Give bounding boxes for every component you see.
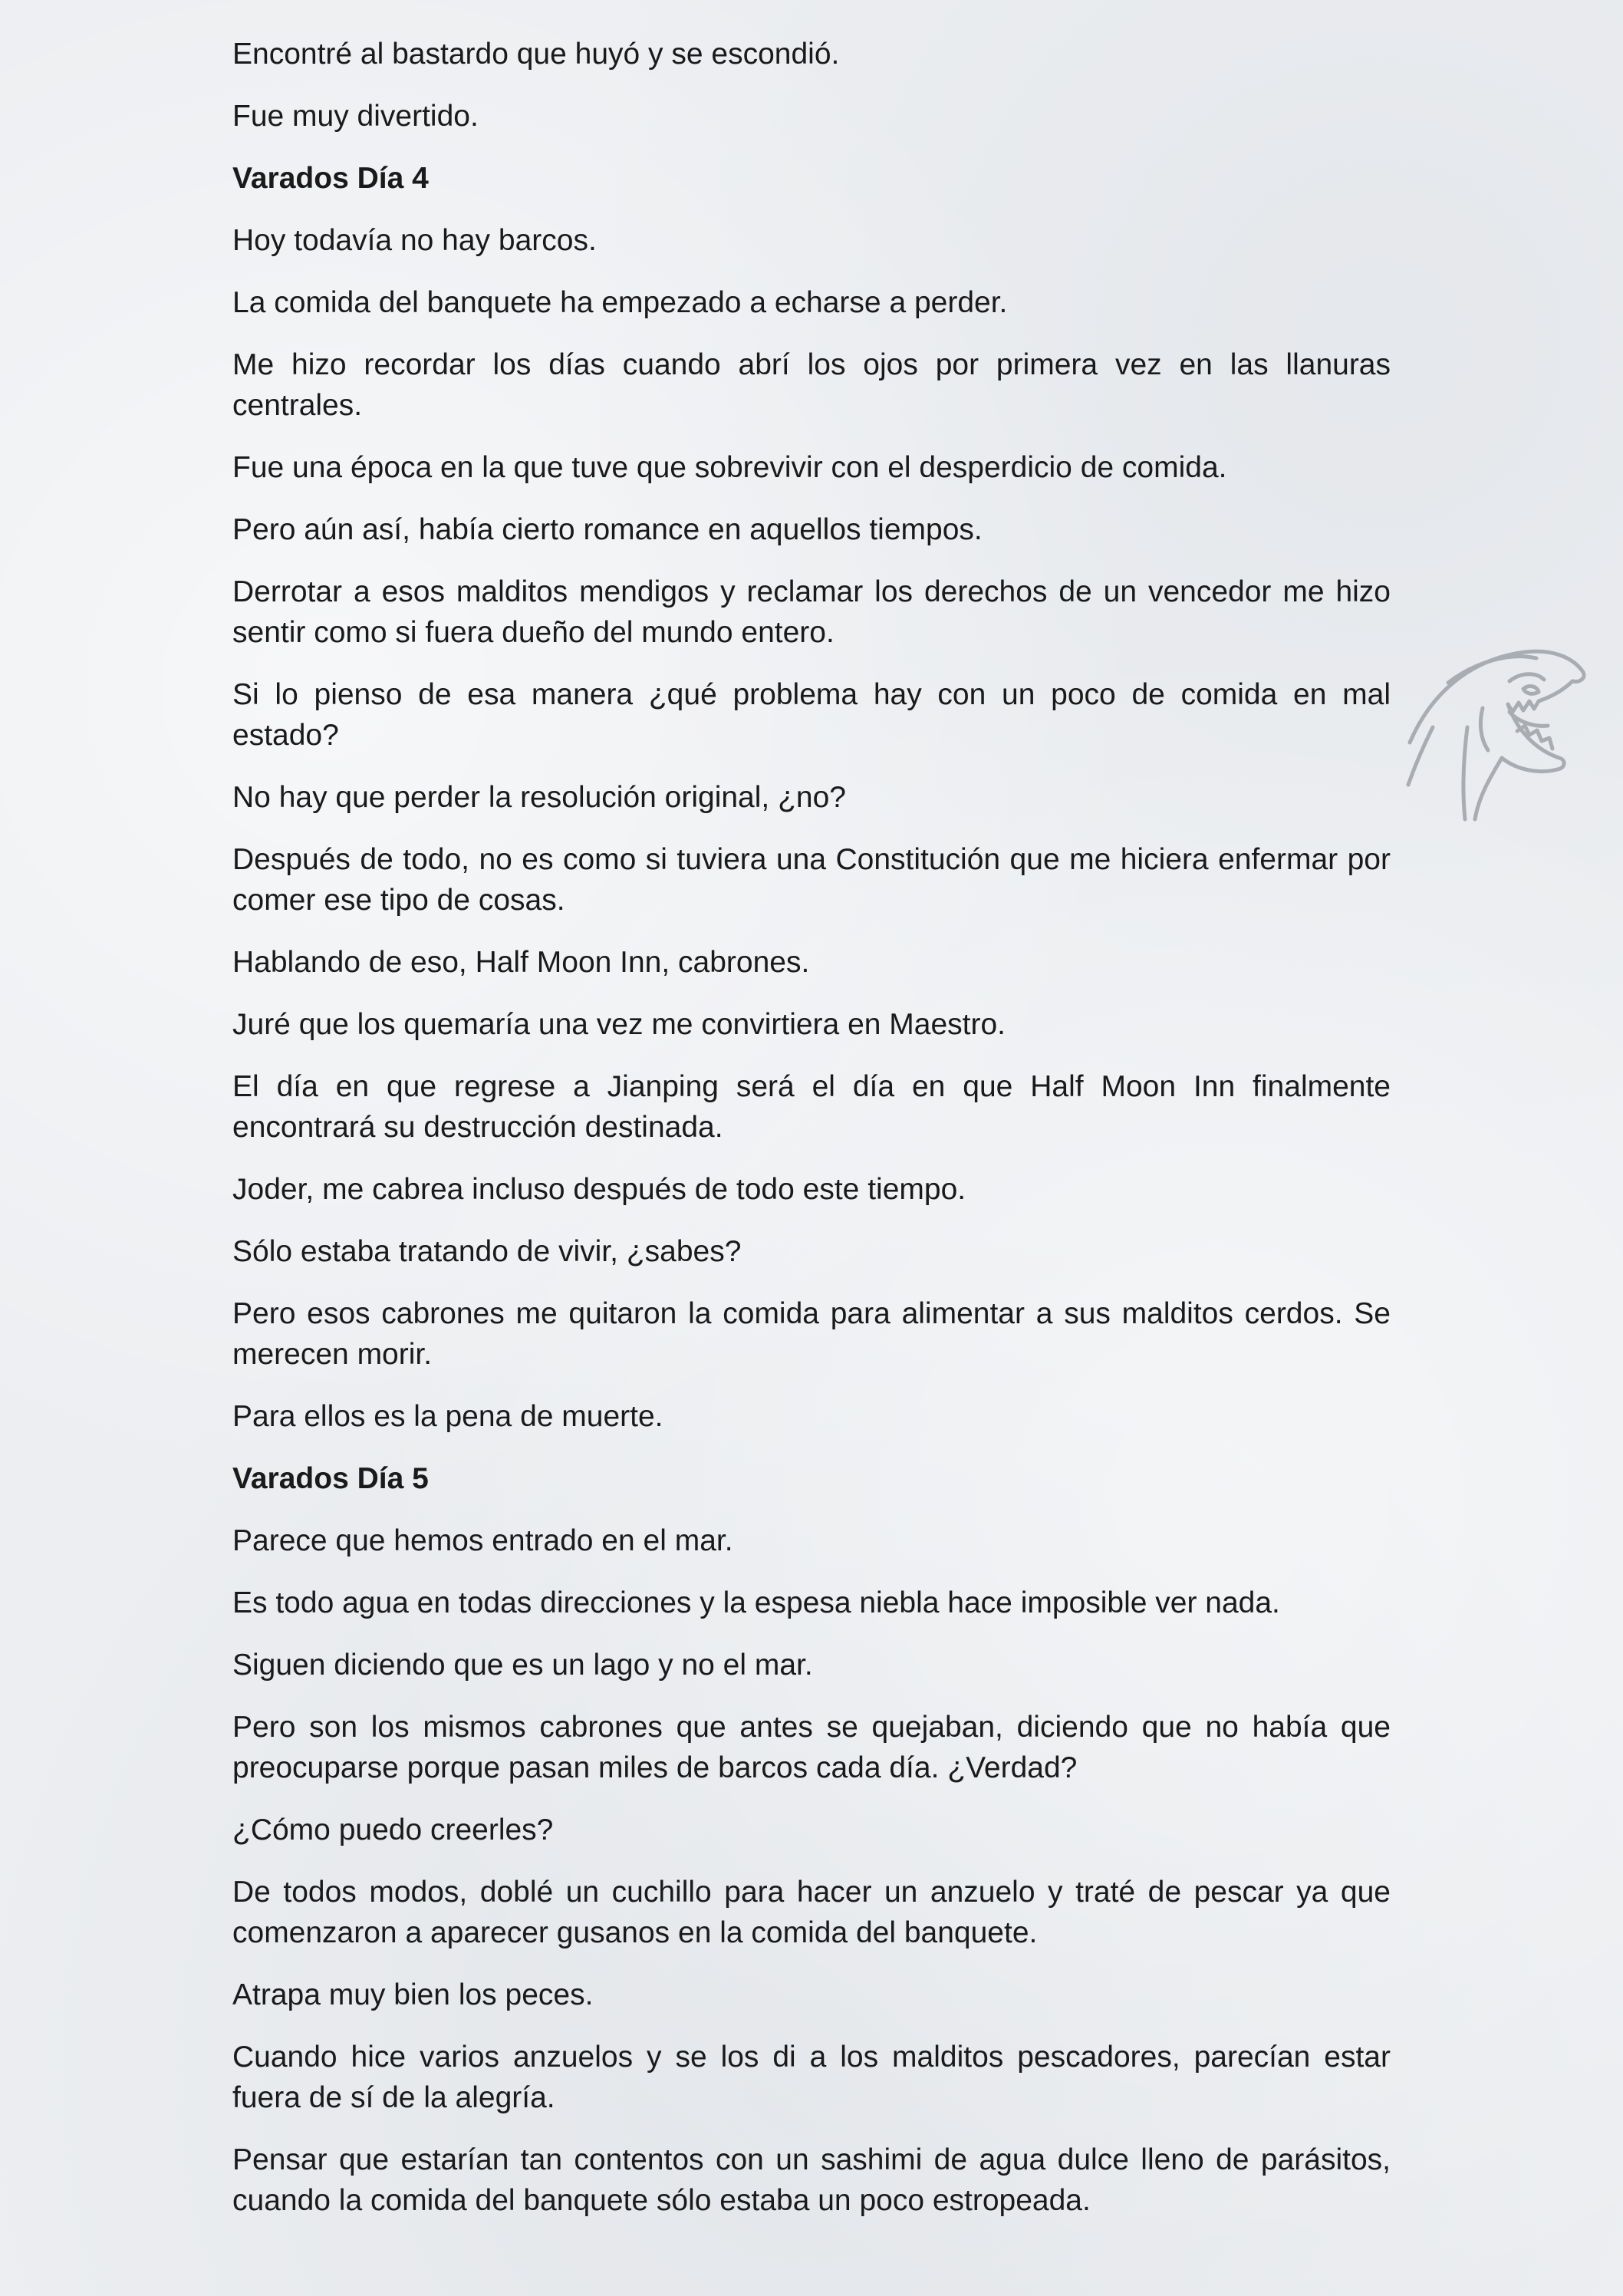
paragraph: No hay que perder la resolución original, ¿no? — [232, 781, 846, 814]
paragraph: De todos modos, doblé un cuchillo para hacer un anzuelo y traté de pescar ya que comenzaron a aparecer gusanos en la comida del banquete. — [232, 1876, 1391, 1949]
section-heading: Varados Día 4 — [232, 162, 429, 195]
paragraph: Pero esos cabrones me quitaron la comida para alimentar a sus malditos cerdos. Se merecen morir. — [232, 1297, 1391, 1371]
paragraph: La comida del banquete ha empezado a echarse a perder. — [232, 286, 1008, 319]
paragraph: Siguen diciendo que es un lago y no el mar. — [232, 1649, 813, 1682]
paragraph: Después de todo, no es como si tuviera una Constitución que me hiciera enfermar por comer ese tipo de cosas. — [232, 843, 1391, 917]
dinosaur-head-icon — [1402, 635, 1594, 827]
paragraph: Fue muy divertido. — [232, 100, 479, 133]
paragraph: Cuando hice varios anzuelos y se los di a los malditos pescadores, parecían estar fuera de sí de la alegría. — [232, 2041, 1391, 2114]
paragraph: Sólo estaba tratando de vivir, ¿sabes? — [232, 1235, 742, 1268]
paragraph: Me hizo recordar los días cuando abrí los ojos por primera vez en las llanuras centrales. — [232, 348, 1391, 422]
paragraph: Para ellos es la pena de muerte. — [232, 1400, 663, 1433]
paragraph: Hablando de eso, Half Moon Inn, cabrones. — [232, 946, 810, 979]
paragraph: Si lo pienso de esa manera ¿qué problema hay con un poco de comida en mal estado? — [232, 678, 1391, 752]
paragraph: Fue una época en la que tuve que sobrevivir con el desperdicio de comida. — [232, 451, 1227, 484]
paragraph: Es todo agua en todas direcciones y la espesa niebla hace imposible ver nada. — [232, 1586, 1280, 1619]
paragraph: Derrotar a esos malditos mendigos y reclamar los derechos de un vencedor me hizo sentir como si fuera dueño del mundo entero. — [232, 575, 1391, 649]
body-text — [232, 34, 1391, 2242]
paragraph: El día en que regrese a Jianping será el día en que Half Moon Inn finalmente encontrará su destrucción destinada. — [232, 1070, 1391, 1144]
paragraph: Pero aún así, había cierto romance en aquellos tiempos. — [232, 513, 983, 546]
paragraph: Hoy todavía no hay barcos. — [232, 224, 597, 257]
paragraph: Juré que los quemaría una vez me convirtiera en Maestro. — [232, 1008, 1006, 1041]
paragraph: Parece que hemos entrado en el mar. — [232, 1524, 733, 1557]
paragraph: Pero son los mismos cabrones que antes se quejaban, diciendo que no había que preocuparse porque pasan miles de barcos cada día. ¿Verdad? — [232, 1711, 1391, 1784]
paragraph: ¿Cómo puedo creerles? — [232, 1813, 554, 1846]
paragraph: Encontré al bastardo que huyó y se escondió. — [232, 38, 840, 71]
paragraph: Pensar que estarían tan contentos con un sashimi de agua dulce lleno de parásitos, cuando la comida del banquete sólo estaba un poco estropeada. — [232, 2143, 1391, 2217]
section-heading: Varados Día 5 — [232, 1462, 429, 1495]
paragraph: Atrapa muy bien los peces. — [232, 1978, 594, 2011]
paragraph: Joder, me cabrea incluso después de todo este tiempo. — [232, 1173, 966, 1206]
